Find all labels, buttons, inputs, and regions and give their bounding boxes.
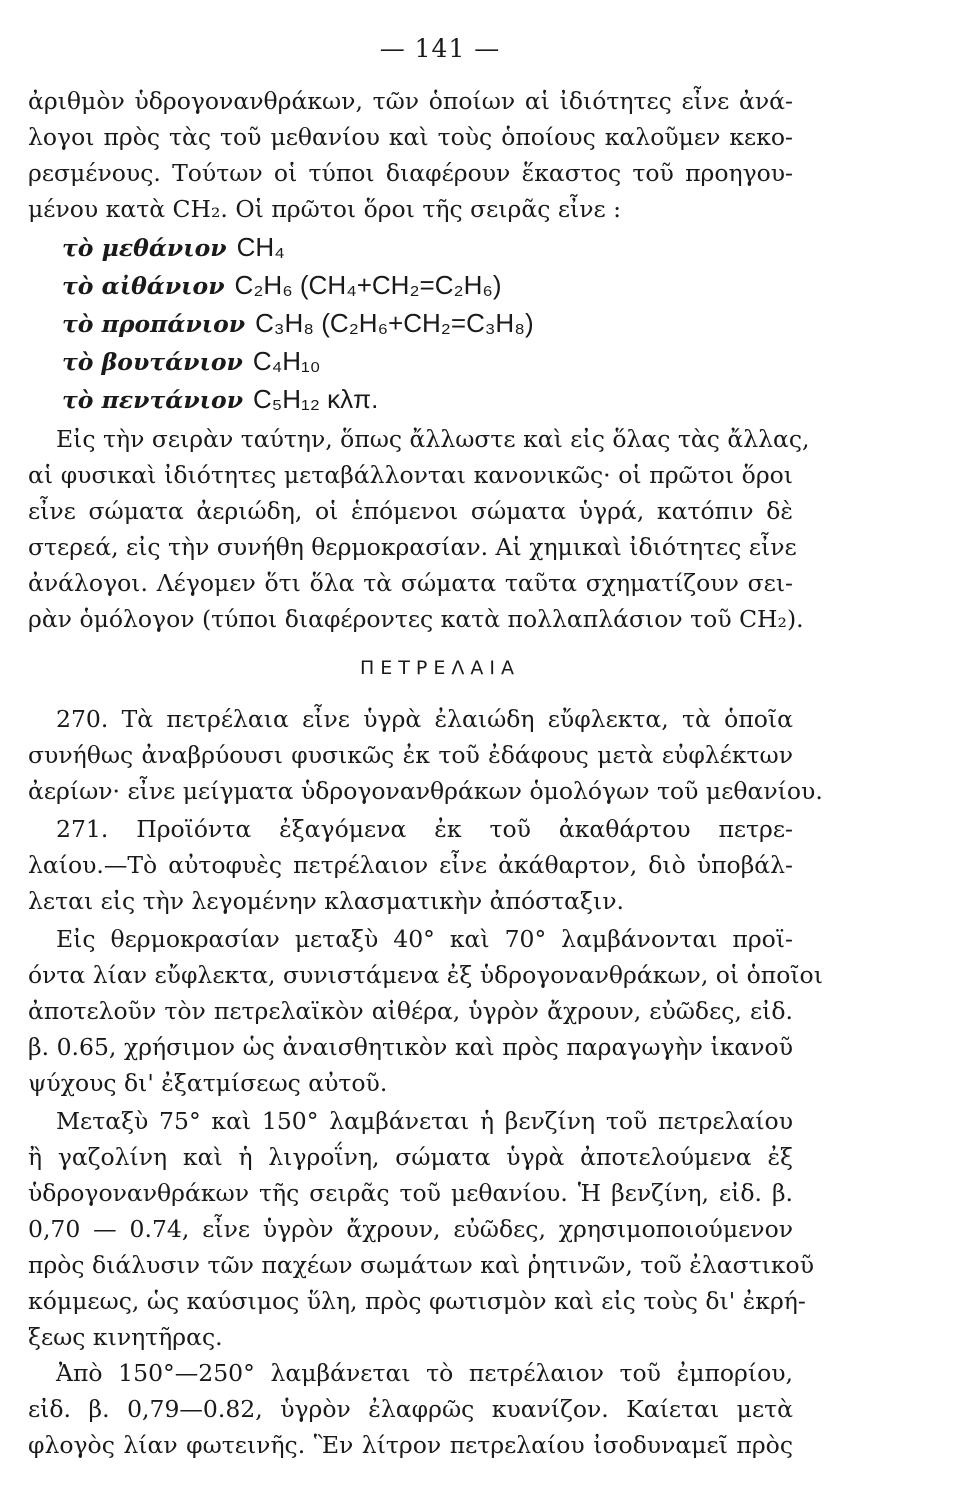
text-line: ξεως κινητῆρας.	[28, 1323, 223, 1351]
text-line: ἀνάλογοι. Λέγομεν ὅτι ὅλα τὰ σώματα ταῦτα σχηματίζουν σει-	[28, 569, 793, 597]
term-formula: C₃H₈ (C₂H₆+CH₂=C₃H₈)	[255, 308, 534, 338]
text-line: Μεταξὺ 75° καὶ 150° λαμβάνεται ἡ βενζίνη τοῦ πετρελαίου	[56, 1107, 793, 1135]
text-line: ρὰν ὁμόλογον (τύποι διαφέροντες κατὰ πολλαπλάσιον τοῦ CH₂).	[28, 605, 804, 633]
term-name: τὸ προπάνιον	[62, 310, 246, 338]
term-name: τὸ αἰθάνιον	[62, 272, 225, 300]
text-line: συνήθως ἀναβρύουσι φυσικῶς ἐκ τοῦ ἐδάφους μετὰ εὐφλέκτων	[28, 741, 793, 769]
series-term	[62, 232, 827, 263]
text-line: Εἰς τὴν σειρὰν ταύτην, ὅπως ἄλλωστε καὶ εἰς ὅλας τὰς ἄλλας,	[56, 425, 810, 453]
text-line: μένου κατὰ CH₂. Οἱ πρῶτοι ὅροι τῆς σειρᾶς εἶνε :	[28, 195, 622, 223]
text-line: όντα λίαν εὔφλεκτα, συνιστάμενα ἐξ ὑδρογονανθράκων, οἱ ὁποῖοι	[28, 961, 823, 989]
text-line: στερεά, εἰς τὴν συνήθη θερμοκρασίαν. Αἱ χημικαὶ ἰδιότητες εἶνε	[28, 533, 797, 561]
term-name: τὸ πεντάνιον	[62, 386, 244, 414]
text-line: λεται εἰς τὴν λεγομένην κλασματικὴν ἀπόσταξιν.	[28, 887, 624, 915]
term-formula: C₂H₆ (CH₄+CH₂=C₂H₆)	[234, 270, 502, 300]
text-line: Ἀπὸ 150°—250° λαμβάνεται τὸ πετρέλαιον τοῦ ἐμπορίου,	[56, 1359, 793, 1387]
series-term	[62, 384, 827, 415]
text-line: λαίου.—Τὸ αὐτοφυὲς πετρέλαιον εἶνε ἀκάθαρτον, διὸ ὑποβάλ-	[28, 851, 793, 879]
series-term	[62, 308, 827, 339]
series-term	[62, 270, 827, 301]
term-formula: CH₄	[236, 232, 285, 262]
text-line: αἱ φυσικαὶ ἰδιότητες μεταβάλλονται κανονικῶς· οἱ πρῶτοι ὅροι	[28, 461, 793, 489]
term-name: τὸ βουτάνιον	[62, 348, 243, 376]
term-name: τὸ μεθάνιον	[62, 234, 227, 262]
text-line: πρὸς διάλυσιν τῶν παχέων σωμάτων καὶ ῥητινῶν, τοῦ ἐλαστικοῦ	[28, 1251, 814, 1279]
text-line: κόμμεως, ὡς καύσιμος ὕλη, πρὸς φωτισμὸν καὶ εἰς τοὺς δι' ἐκρή-	[28, 1287, 806, 1315]
page-number: — 141 —	[379, 34, 501, 63]
text-line: 270. Τὰ πετρέλαια εἶνε ὑγρὰ ἐλαιώδη εὔφλεκτα, τὰ ὁποῖα	[56, 705, 793, 733]
text-line: β. 0.65, χρήσιμον ὡς ἀναισθητικὸν καὶ πρὸς παραγωγὴν ἱκανοῦ	[28, 1033, 793, 1061]
text-line: ἀριθμὸν ὑδρογονανθράκων, τῶν ὁποίων αἱ ἰδιότητες εἶνε ἀνά-	[28, 87, 793, 115]
text-line: ἀερίων· εἶνε μείγματα ὑδρογονανθράκων ὁμολόγων τοῦ μεθανίου.	[28, 777, 823, 805]
text-line: ρεσμένους. Τούτων οἱ τύποι διαφέρουν ἕκαστος τοῦ προηγου-	[28, 159, 793, 187]
term-formula: C₄H₁₀	[252, 346, 321, 376]
text-line: εἰδ. β. 0,79—0.82, ὑγρὸν ἐλαφρῶς κυανίζον. Καίεται μετὰ	[28, 1395, 793, 1423]
text-line: εἶνε σώματα ἀεριώδη, οἱ ἑπόμενοι σώματα ὑγρά, κατόπιν δὲ	[28, 497, 793, 525]
text-line: ὑδρογονανθράκων τῆς σειρᾶς τοῦ μεθανίου. Ἡ βενζίνη, εἰδ. β.	[28, 1179, 793, 1207]
text-line: 0,70 — 0.74, εἶνε ὑγρὸν ἄχρουν, εὐῶδες, χρησιμοποιούμενον	[28, 1215, 793, 1243]
text-line: Εἰς θερμοκρασίαν μεταξὺ 40° καὶ 70° λαμβάνονται προϊ-	[56, 925, 793, 953]
text-line: ἀποτελοῦν τὸν πετρελαϊκὸν αἰθέρα, ὑγρὸν ἄχρουν, εὐῶδες, εἰδ.	[28, 997, 793, 1025]
text-line: ἢ γαζολίνη καὶ ἡ λιγροΐνη, σώματα ὑγρὰ ἀποτελούμενα ἐξ	[28, 1143, 793, 1171]
text-line: λογοι πρὸς τὰς τοῦ μεθανίου καὶ τοὺς ὁποίους καλοῦμεν κεκο-	[28, 123, 793, 151]
section-heading: ΠΕΤΡΕΛΑΙΑ	[360, 657, 520, 679]
series-term	[62, 346, 827, 377]
term-formula: C₅H₁₂ κλπ.	[253, 384, 379, 414]
text-line: φλογὸς λίαν φωτεινῆς. Ἓν λίτρον πετρελαίου ἰσοδυναμεῖ πρὸς	[28, 1431, 793, 1459]
text-line: 271. Προϊόντα ἐξαγόμενα ἐκ τοῦ ἀκαθάρτου πετρε-	[56, 815, 793, 843]
text-line: ψύχους δι' ἐξατμίσεως αὐτοῦ.	[28, 1069, 388, 1097]
